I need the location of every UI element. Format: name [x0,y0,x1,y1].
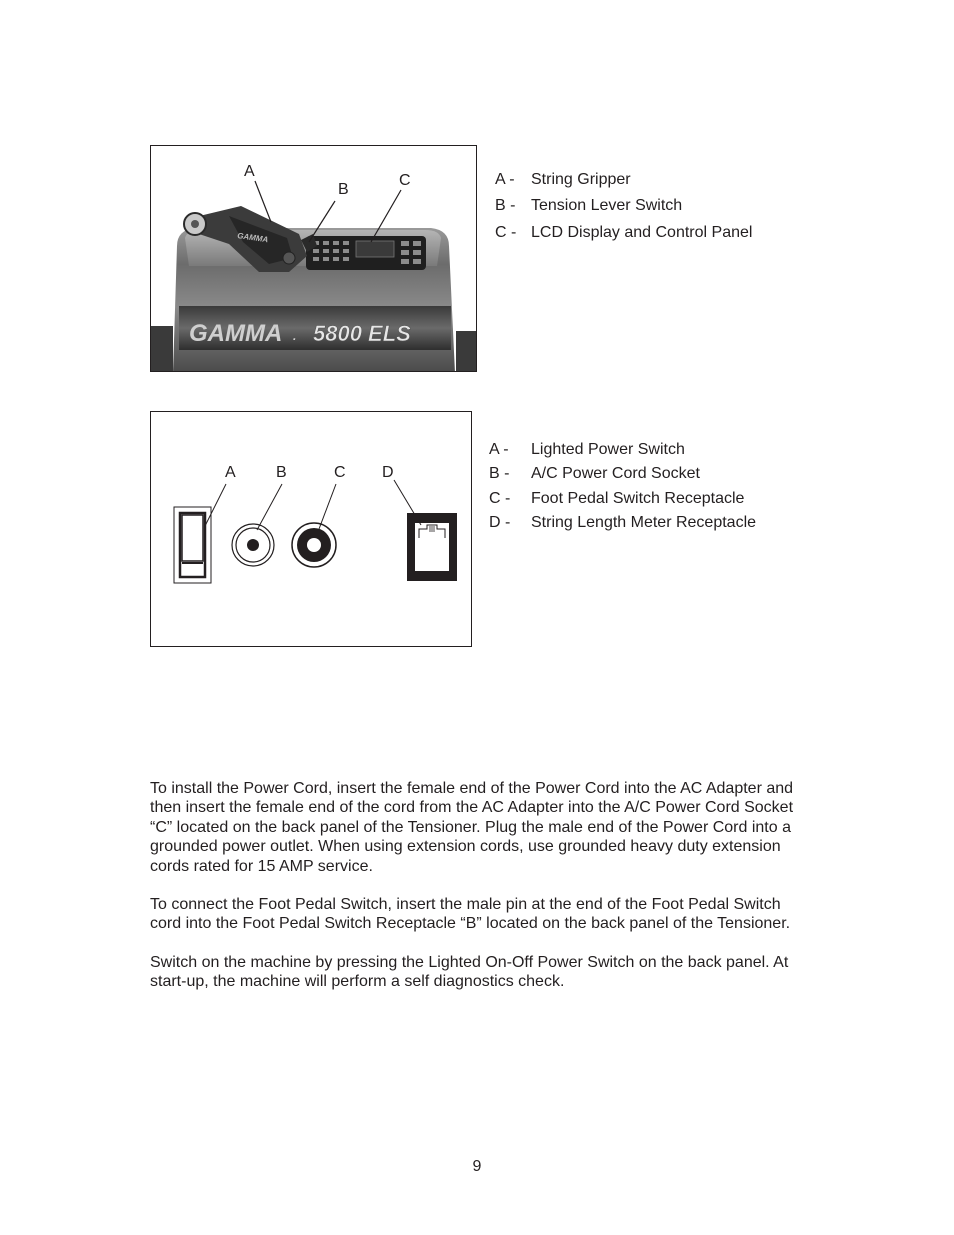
instruction-power-on: Switch on the machine by pressing the Lighted On-Off Power Switch on the back panel. At start-up, the machine will perform a self diagnostics check. [150,954,789,991]
back-panel-illustration [151,412,472,647]
legend-label: Lighted Power Switch [531,441,685,458]
callout-b: B [276,464,287,481]
meter-receptacle-icon [407,513,457,581]
callout-d: D [382,464,394,481]
page-number: 9 [472,1158,482,1175]
callout-c: C [334,464,346,481]
legend-key: B - [495,197,516,214]
legend-key: A - [489,441,509,458]
callout-a: A [225,464,236,481]
legend-label: Tension Lever Switch [531,197,683,214]
legend-key: C - [495,224,517,241]
power-cord-socket-icon [232,524,274,566]
callout-b: B [338,181,349,198]
gripper-brand-text: GAMMA [236,231,269,245]
legend-label: String Gripper [531,171,631,188]
brand-logo-text: GAMMA [189,320,283,347]
legend-key: D - [489,514,511,531]
legend-top [495,172,795,252]
brand-logo-mark: . [293,329,297,343]
legend-label: A/C Power Cord Socket [531,465,700,482]
tensioner-illustration [151,146,477,372]
legend-key: A - [495,171,515,188]
foot-pedal-receptacle-icon [292,523,336,567]
legend-label: Foot Pedal Switch Receptacle [531,490,745,507]
legend-key: C - [489,490,511,507]
model-name-text: 5800 ELS [313,321,411,346]
tensioner-photo-figure [150,145,477,372]
instruction-foot-pedal: To connect the Foot Pedal Switch, insert the male pin at the end of the Foot Pedal Switch cord into the Foot Pedal Switch Receptacle “B” located on the back panel of the Tensioner. [150,896,791,933]
callout-c: C [399,172,411,189]
instruction-power-cord: To install the Power Cord, insert the female end of the Power Cord into the AC Adapter and then insert the female end of the cord from the AC Adapter into the A/C Power Cord Socket “C” located on the back panel of the Tensioner. Plug the male end of the Power Cord into a grounded power outlet. When using extension cords, use grounded heavy duty extension cords rated for 15 AMP service. [150,780,794,875]
power-switch-icon [174,507,211,583]
legend-key: B - [489,465,510,482]
legend-bottom [489,442,789,542]
back-panel-diagram [150,411,472,647]
legend-label: LCD Display and Control Panel [531,224,753,241]
lcd-display [356,241,394,257]
callout-a: A [244,163,255,180]
legend-label: String Length Meter Receptacle [531,514,757,531]
